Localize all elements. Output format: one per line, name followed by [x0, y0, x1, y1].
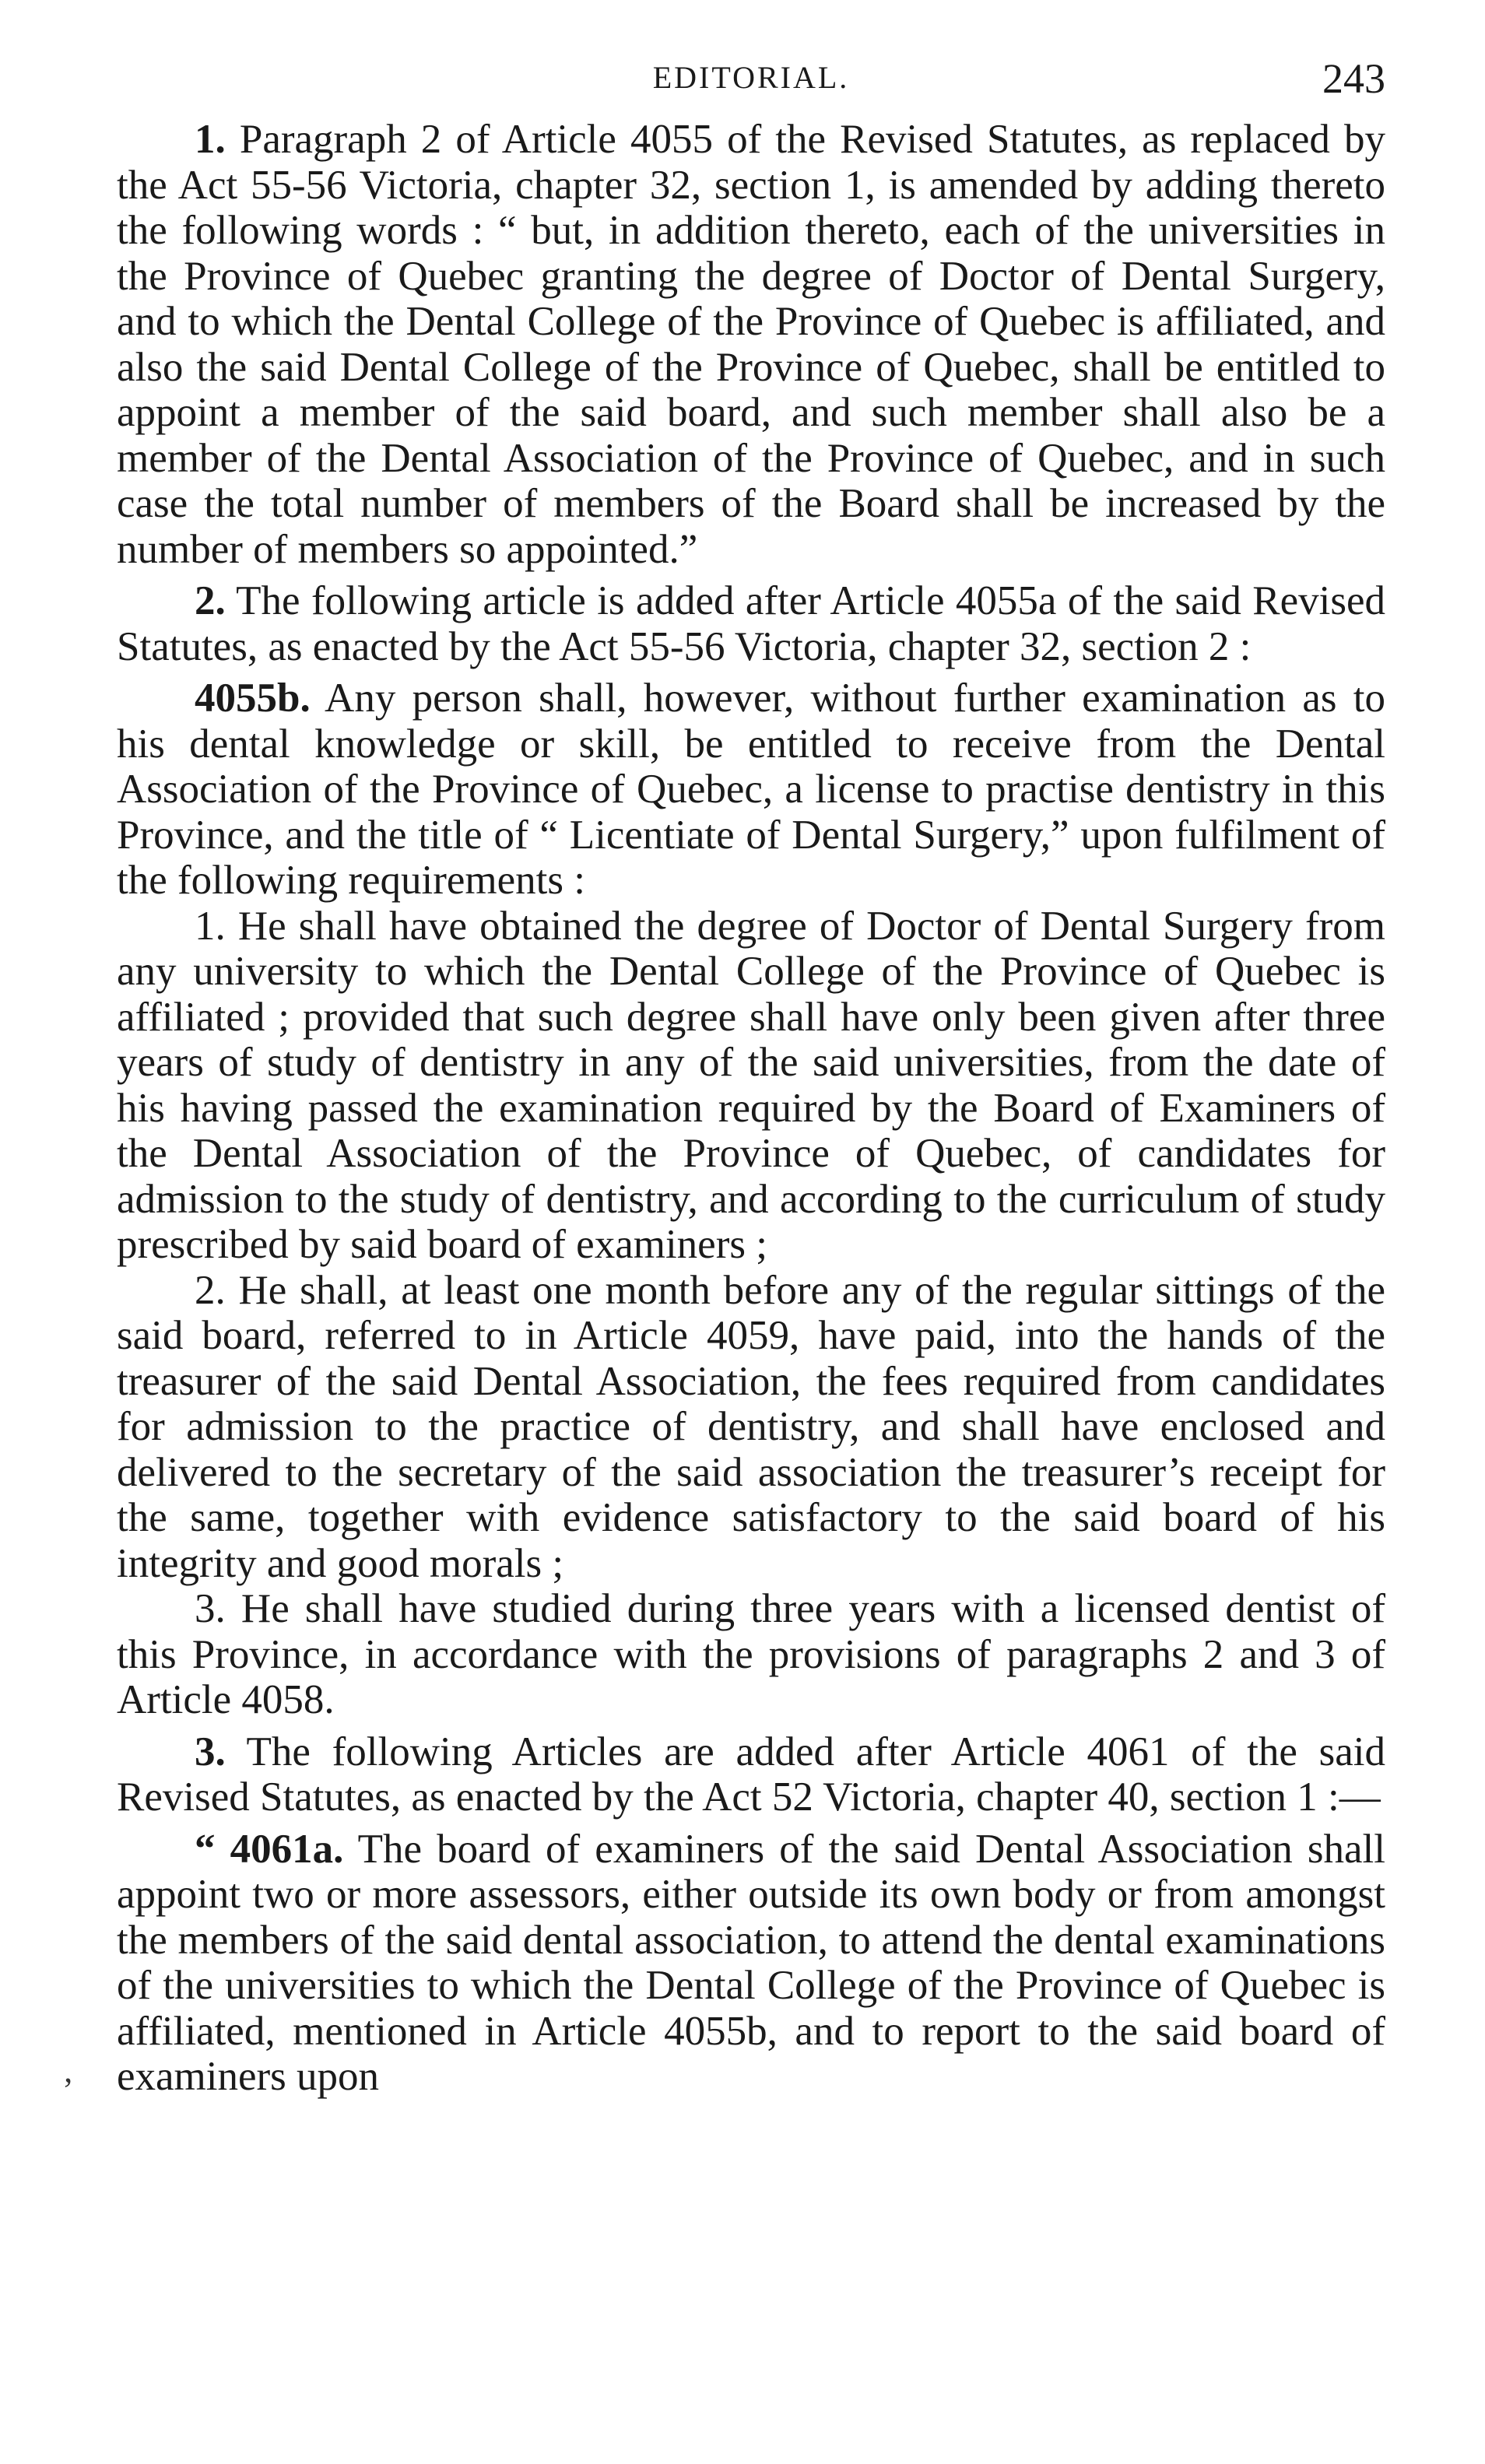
paragraph-text: 1. He shall have obtained the degree of Doctor of Dental Surgery from any university to which the Dental College of the Province of Quebec is affiliated ; provided that such degree shall have only been given after three years of study of dentistry in any of the said universities, from the date of his having passed the examination required by the Board of Examiners of the Dental Association of the Province of Quebec, of candidates for admission to the study of dentistry, and according to the curriculum of study prescribed by said board of examiners ; [117, 903, 1385, 1267]
requirement-1 [117, 904, 1385, 1268]
article-4055b [117, 676, 1385, 904]
page-number: 243 [1322, 55, 1385, 102]
paragraph-text: The following article is added after Article 4055a of the said Revised Statutes, as enacted by the Act 55-56 Victoria, chapter 32, section 2 : [117, 578, 1385, 669]
document-page [117, 54, 1385, 2100]
running-title: EDITORIAL. [652, 60, 850, 95]
body-text [117, 117, 1385, 2100]
article-4061a [117, 1827, 1385, 2100]
paragraph-2 [117, 578, 1385, 669]
paragraph-number: 1. [195, 117, 226, 162]
paragraph-text: Paragraph 2 of Article 4055 of the Revised Statutes, as replaced by the Act 55-56 Victoria, chapter 32, section 1, is amended by adding thereto the following words : “ but, in addition thereto, each of the universities in the Province of Quebec granting the degree of Doctor of Dental Surgery, and to which the Dental College of the Province of Quebec is affiliated, and also the said Dental College of the Province of Quebec, shall be entitled to appoint a member of the said board, and such member shall also be a member of the Dental Association of the Province of Quebec, and in such case the total number of members of the Board shall be increased by the number of members so appointed.” [117, 117, 1385, 572]
paragraph-3 [117, 1729, 1385, 1820]
requirement-3 [117, 1586, 1385, 1723]
paragraph-text: Any person shall, however, without further examination as to his dental knowledge or skill, be entitled to receive from the Dental Association of the Province of Quebec, a license to practise dentistry in this Province, and the title of “ Licentiate of Dental Surgery,” upon fulfilment of the following requirements : [117, 676, 1385, 903]
paragraph-text: The board of examiners of the said Dental Association shall appoint two or more assessors, either outside its own body or from amongst the members of the said dental association, to attend the dental examinations of the universities to which the Dental College of the Province of Quebec is affiliated, mentioned in Article 4055b, and to report to the said board of examiners upon [117, 1826, 1385, 2099]
paragraph-number: 2. [195, 578, 226, 623]
paragraph-text: 3. He shall have studied during three years with a licensed dentist of this Province, in accordance with the provisions of paragraphs 2 and 3 of Article 4058. [117, 1586, 1385, 1722]
requirement-2 [117, 1268, 1385, 1587]
running-header [117, 54, 1385, 117]
article-number: 4055b. [195, 676, 311, 721]
margin-mark: ʼ [62, 2071, 74, 2109]
paragraph-text: The following Articles are added after Article 4061 of the said Revised Statutes, as enacted by the Act 52 Victoria, chapter 40, section 1 :— [117, 1729, 1385, 1820]
paragraph-1 [117, 117, 1385, 572]
paragraph-number: 3. [195, 1729, 226, 1774]
article-number: “ 4061a. [195, 1826, 344, 1872]
paragraph-text: 2. He shall, at least one month before any of the regular sittings of the said board, referred to in Article 4059, have paid, into the hands of the treasurer of the said Dental Association, the fees required from candidates for admission to the practice of dentistry, and shall have enclosed and delivered to the secretary of the said association the treasurer’s receipt for the same, together with evidence satisfactory to the said board of his integrity and good morals ; [117, 1267, 1385, 1586]
